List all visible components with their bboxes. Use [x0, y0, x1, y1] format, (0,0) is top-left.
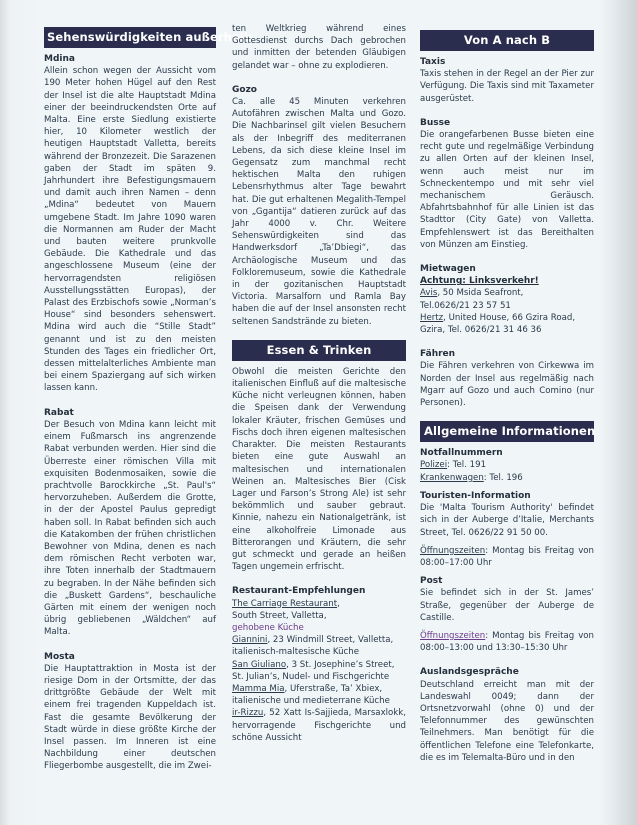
- column-2: [232, 23, 406, 744]
- restaurant-details: , 3 St. Josephine’s Street,: [286, 659, 395, 670]
- heading-restaurants: Restaurant-Empfehlungen: [232, 586, 366, 597]
- restaurant-item: [232, 634, 406, 658]
- text-rabat: Der Besuch von Mdina kann leicht mit einem Fußmarsch ins angrenzende Rabat verbunden werden. Hier sind die Überreste einer römischen Villa mit exquisiten Bodenmosaiken, sowie die prachtvolle Barockkirche „St. Paul's“ hervorzuheben. Außerdem die Grotte, in der der Apostel Paulus gepredigt haben soll. In Rabat befinden sich auch die Katakomben der frühen christlichen Bewohner von Mdina, denen es nach dem römischen Recht verboten war, ihre Toten innerhalb der Stadtmauern zu begraben. In der Nähe befinden sich die „Buskett Gardens“, beschauliche Gärten mit einem der wenigen noch übrig gebliebenen „Wäldchen“ auf Malta.: [44, 419, 216, 638]
- section-gozo: [232, 84, 406, 328]
- section-header-sights: Sehenswürdigkeiten außerhalb: [44, 27, 216, 48]
- police-number: : Tel. 191: [447, 460, 487, 471]
- hertz-address: , United House, 66 Gzira Road,: [443, 312, 576, 323]
- restaurant-name-link[interactable]: San Giuliano: [232, 659, 287, 670]
- hertz-phone: Gzira, Tel. 0626/21 31 46 36: [420, 325, 542, 336]
- text-post: Sie befindet sich in der St. James’ Straße, gegenüber der Auberge de Castille.: [420, 588, 594, 623]
- text-food: Obwohl die meisten Gerichte den italienischen Einfluß auf die maltesische Küche nicht verleugnen können, haben die Speisen dank der Verwendung lokaler Kräuter, frischen Gemüses und Fischs doch ihren eigenen maltesischen Charakter. Die meisten Restaurants bieten eine gute Auswahl an maltesischen und internationalen Weinen an. Maltesisches Bier (Cisk Lager und Farson’s Strong Ale) ist sehr bekömmlich und sauber gebraut. Kinnie, nahezu ein Nationalgetränk, ist eine alkoholfreie Limonade aus Bitterorangen und Kräutern, die sehr gut schmeckt und gerade an heißen Tagen ungemein erfrischt.: [232, 366, 406, 573]
- warning-left-traffic: Achtung: Linksverkehr!: [420, 276, 539, 287]
- restaurant-name-link[interactable]: Giannini: [232, 635, 268, 646]
- hertz-link[interactable]: Hertz: [420, 312, 444, 323]
- restaurant-item: [232, 659, 406, 683]
- section-restaurants: [232, 585, 406, 744]
- section-mdina: [44, 53, 216, 395]
- section-post: [420, 575, 594, 654]
- restaurant-name-link[interactable]: ir-Rizzu: [232, 708, 264, 719]
- text-mosta: Die Hauptattraktion in Mosta ist der riesige Dom in der Ortsmitte, der das drittgrößte Gebäude der Welt mit einem frei tragenden Kuppeldach ist. Fast die gesamte Bevölkerung der Stadt würde in diese größte Kirche der Insel passen. Im Inneren ist eine Nachbildung einer deutschen Fliegerbombe ausgestellt, die im Zwei-: [44, 663, 216, 772]
- restaurant-details: ,: [337, 598, 340, 609]
- ambulance-label: Krankenwagen: [420, 472, 484, 483]
- text-taxis: Taxis stehen in der Regel an der Pier zur Verfügung. Die Taxis sind mit Taxameter ausgerüstet.: [420, 69, 594, 104]
- heading-busse: Busse: [420, 117, 451, 128]
- restaurant-details: italienisch-maltesische Küche: [232, 647, 359, 658]
- heading-faehren: Fähren: [420, 349, 456, 360]
- restaurant-details: gehobene Küche: [232, 622, 304, 633]
- ambulance-number: : Tel. 196: [483, 472, 523, 483]
- restaurant-details: , 52 Xatt Is-Sajjieda, Marsaxlokk, hervorragende Fischgerichte und schöne Aussicht: [232, 708, 406, 743]
- heading-notfall: Notfallnummern: [420, 448, 503, 459]
- text-busse: Die orangefarbenen Busse bieten eine recht gute und regelmäßige Verbindung zu allen Orten auf der kleinen Insel, wenn auch meist nur im Schneckentempo und mit sehr viel mechanischem Geräusch. Abfahrtsbahnhof für alle Linien ist das Stadttor (City Gate) von Valletta. Empfehlenswert ist das Bereithalten von Münzen am Einstieg.: [420, 130, 594, 250]
- heading-mdina: Mdina: [44, 54, 75, 64]
- restaurant-name-link[interactable]: The Carriage Restaurant: [232, 598, 338, 609]
- column-3: [420, 30, 594, 764]
- restaurant-details: St. Julian’s, Nudel- und Fischgerichte: [232, 671, 390, 682]
- section-mietwagen: [420, 263, 594, 336]
- restaurant-details: South Street, Valletta,: [232, 610, 327, 621]
- avis-phone: Tel.0626/21 23 57 51: [420, 300, 511, 311]
- avis-address: , 50 Msida Seafront,: [437, 288, 524, 299]
- restaurant-details: italienische und medieterrane Küche: [232, 696, 390, 707]
- restaurant-details: , 23 Windmill Street, Valletta,: [267, 635, 394, 646]
- section-header-general-info: Allgemeine Informationen: [420, 421, 594, 442]
- section-faehren: [420, 348, 594, 409]
- text-mdina: Allein schon wegen der Aussicht vom 190 Meter hohen Hügel auf den Rest der Insel ist die alte Hauptstadt Mdina einer der beeindruckendsten Orte auf Malta. Eine erste Siedlung existierte hier, 10 Kilometer westlich der heutigen Hauptstadt Valletta, bereits während der Bronzezeit. Die Sarazenen gaben der Stadt im späten 9. Jahrhundert ihre Befestigungsmauern und damit auch ihren Namen – denn „Mdina“ bedeutet von Mauern umgebene Stadt. Im Jahre 1090 waren die Normannen am Ruder der Macht und bauten weitere prunkvolle Gebäude. Die Kathedrale und das angeschlossene Museum (eine der hervorragendsten religiösen Ausstellungsstätten Europas), der Palast des Erzbischofs sowie „Norman’s House“ sind besonders sehenswert. Mdina wird auch die “Stille Stadt” genannt und ist zu den meisten Stunden des Tages ein friedlicher Ort, dessen mittelalterliches Ambiente man bei einem Spaziergang auf sich wirken lassen kann.: [44, 66, 216, 394]
- restaurant-name-link[interactable]: Mamma Mia: [232, 683, 285, 694]
- heading-rabat: Rabat: [44, 407, 74, 418]
- heading-taxis: Taxis: [420, 57, 446, 67]
- text-touristen-info: Die 'Malta Tourism Authority' befindet sich in der Auberge d’Italie, Merchants Street, Tel. 0626/22 91 50 00.: [420, 503, 594, 538]
- section-busse: [420, 117, 594, 251]
- heading-touristen-info: Touristen-Information: [420, 490, 531, 501]
- text-mosta-continued: ten Weltkrieg während eines Gottesdienst durchs Dach gebrochen und inmitten der betenden Gläubigen gelandet war – ohne zu explodieren.: [232, 24, 406, 71]
- restaurant-details: , Uferstraße, Ta’ Xbiex,: [284, 683, 383, 694]
- section-notfall: [420, 447, 594, 484]
- section-auslandsgespraeche: [420, 666, 594, 764]
- section-taxis: [420, 56, 594, 105]
- heading-mietwagen: Mietwagen: [420, 264, 476, 275]
- section-rabat: [44, 407, 216, 639]
- hours-value: : Montag bis Freitag von 08:00–17:00 Uhr: [420, 545, 594, 568]
- restaurant-item: [232, 683, 406, 707]
- restaurant-item: [232, 598, 406, 635]
- section-header-transport: Von A nach B: [420, 30, 594, 51]
- post-hours-value: : Montag bis Freitag von 08:00–13:00 und 13:30–15:30 Uhr: [420, 630, 594, 654]
- heading-auslandsgespraeche: Auslandsgespräche: [420, 667, 519, 678]
- text-gozo: Ca. alle 45 Minuten verkehren Autofähren zwischen Malta und Gozo. Die Nachbarinsel gilt vielen Besuchern als der Inbegriff des mediterranen Lebens, da sich diese kleine Insel im Gegensatz zum manchmal recht hektischen Malta den ruhigen Lebensrhythmus alter Tage bewahrt hat. Die gut erhaltenen Megalith-Tempel von „Ggantija“ datieren zurück auf das Jahr 4000 v. Chr. Weitere Sehenswürdigkeiten sind das Handwerksdorf „Ta’Dbiegi“, das Archäologische Museum und das Folkloremuseum, sowie die Kathedrale in der gozitanischen Hauptstadt Victoria. Marsalforn und Ramla Bay haben die auf der Insel ansonsten recht seltenen Sandstrände zu bieten.: [232, 97, 406, 327]
- avis-link[interactable]: Avis: [420, 288, 438, 299]
- text-auslandsgespraeche: Deutschland erreicht man mit der Landeswahl 0049; dann der Ortsnetzvorwahl (ohne 0) und der Telefonnummer des gewünschten Teilnehmers. Man benötigt für die öffentlichen Telefone eine Telefonkarte, die es im Telemalta-Büro und in den: [420, 679, 594, 763]
- section-touristen-info: [420, 490, 594, 569]
- hours-label: Öffnungszeiten: [420, 545, 486, 556]
- section-header-food: Essen & Trinken: [232, 340, 406, 361]
- police-label: Polizei: [420, 460, 448, 471]
- heading-gozo: Gozo: [232, 84, 257, 95]
- post-hours-label: Öffnungszeiten: [420, 630, 486, 641]
- section-mosta: [44, 651, 216, 773]
- heading-mosta: Mosta: [44, 651, 75, 662]
- text-faehren: Die Fähren verkehren von Cirkewwa im Norden der Insel aus regelmäßig nach Mgarr auf Gozo und auch Comino (nur Personen).: [420, 361, 594, 409]
- heading-post: Post: [420, 576, 443, 587]
- restaurant-item: [232, 707, 406, 744]
